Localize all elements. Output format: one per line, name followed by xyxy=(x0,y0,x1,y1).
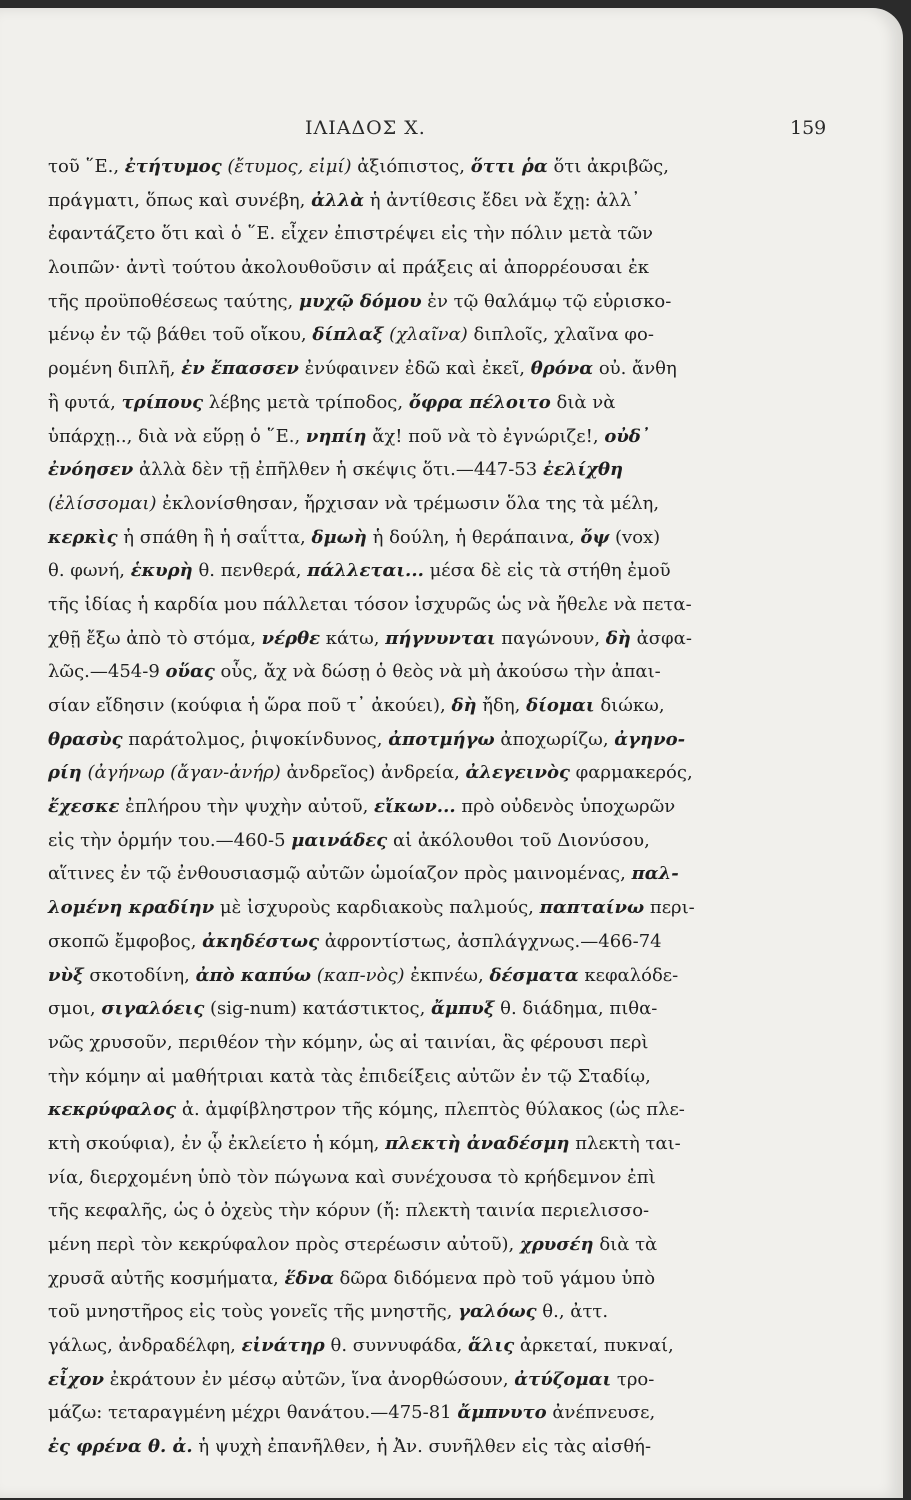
etymology-note: (ἐλίσσομαι) xyxy=(48,492,163,514)
text-line xyxy=(48,1093,688,1127)
text-line xyxy=(48,891,695,925)
gloss-text: ἀξιόπιστος, xyxy=(357,156,471,177)
text-line xyxy=(48,824,688,858)
lemma-term: λομένη κραδίην xyxy=(48,897,215,919)
gloss-text: φαρμακερός, xyxy=(569,762,693,784)
gloss-text: ἐκράτουν ἐν μέσῳ αὐτῶν, ἵνα ἀνορθώσουν, xyxy=(104,1368,515,1390)
gloss-text: παράτολμος, ῥιψοκίνδυνος, xyxy=(122,728,389,750)
gloss-text: κεφαλόδε- xyxy=(578,964,679,986)
gloss-text: ἐκπνέω, xyxy=(410,964,490,986)
text-line xyxy=(48,992,688,1026)
gloss-text: παγώνουν, xyxy=(495,627,606,649)
gloss-text: εἰς τὴν ὁρμήν του.— xyxy=(48,829,234,851)
etymology-note: (ἀγήνωρ (ἄγαν-ἀνήρ) xyxy=(81,762,287,784)
gloss-text: (vox) xyxy=(609,526,661,548)
gloss-text: περι- xyxy=(644,897,695,919)
text-line xyxy=(48,959,688,993)
lemma-term: ὅττι ῥα xyxy=(470,156,548,177)
gloss-text: τρο- xyxy=(611,1368,655,1390)
gloss-text: λέβης μετὰ τρίποδος, xyxy=(203,391,409,413)
gloss-text: ἀνέπνευσε, xyxy=(546,1402,656,1424)
gloss-text: χρυσᾶ αὐτῆς κοσμήματα, xyxy=(48,1267,285,1289)
text-line xyxy=(48,1026,688,1060)
gloss-text: ἀρκεταί, πυκναί, xyxy=(514,1335,674,1357)
gloss-text: ἀποχωρίζω, xyxy=(494,728,615,750)
page-number: 159 xyxy=(790,117,827,139)
gloss-text: σίαν εἴδησιν (κούφια ἡ ὥρα ποῦ τ᾽ ἀκούει), xyxy=(48,695,452,716)
page-header xyxy=(0,117,911,147)
lemma-term: εἰνάτηρ xyxy=(241,1335,325,1357)
lemma-term: εἴκων... xyxy=(374,796,456,818)
gloss-text: 475-81 xyxy=(388,1402,458,1424)
text-line xyxy=(48,622,692,656)
gloss-text: θ. φωνή, xyxy=(48,560,131,582)
lemma-term: ὄφρα πέλοιτο xyxy=(408,391,551,413)
text-line xyxy=(48,1396,688,1430)
gloss-text: αἵτινες ἐν τῷ ἐνθουσιασμῷ αὐτῶν ὡμοίαζον πρὸς μαινομένας, xyxy=(48,863,632,885)
text-line xyxy=(48,925,688,959)
text-line xyxy=(48,1363,688,1397)
lemma-term: ἄμπυξ xyxy=(431,998,495,1020)
lemma-term: μαινάδες xyxy=(291,829,388,851)
text-line xyxy=(48,1430,688,1464)
lemma-term: ἀποτμήγω xyxy=(388,728,495,750)
lemma-term: δμωὴ xyxy=(311,526,367,548)
gloss-text: θ. διάδημα, πιθα- xyxy=(494,998,658,1020)
text-line xyxy=(48,723,688,757)
gloss-text: διὰ τὰ xyxy=(593,1234,658,1255)
gloss-text: μέσα δὲ εἰς τὰ στήθη ἐμοῦ xyxy=(423,560,671,582)
gloss-text: σμοι, xyxy=(48,998,102,1020)
lemma-term: δὴ xyxy=(605,627,631,649)
gloss-text: ἀ. ἀμφίβληστρον τῆς κόμης, πλεπτὸς θύλακος (ὡς πλε- xyxy=(176,1099,685,1121)
lemma-term: ἀγηνο- xyxy=(614,728,686,750)
gloss-text: τοῦ ῞Ε., xyxy=(48,156,125,177)
text-line xyxy=(48,689,688,723)
gloss-text: οὐ. ἄνθη xyxy=(593,358,677,380)
lemma-term: πήγνυνται xyxy=(385,627,496,649)
gloss-text: ἀνδρεῖος) ἀνδρεία, xyxy=(286,762,466,784)
text-line xyxy=(48,150,688,184)
lemma-term: ἑκυρὴ xyxy=(130,560,193,582)
gloss-text: αἱ ἀκόλουθοι τοῦ Διονύσου, xyxy=(387,829,650,851)
gloss-text: ρομένη διπλῆ, xyxy=(48,358,182,380)
lemma-term: δέσματα xyxy=(489,964,579,986)
gloss-text: τὴν κόμην αἱ μαθήτριαι κατὰ τὰς ἐπιδείξεις αὐτῶν ἐν τῷ Σταδίῳ, xyxy=(48,1065,651,1087)
gloss-text: ἡ ἀντίθεσις ἔδει νὰ ἔχῃ: ἀλλ᾽ xyxy=(364,189,641,211)
gloss-text: διὰ νὰ xyxy=(550,391,616,413)
gloss-text: χθῇ ἔξω ἀπὸ τὸ στόμα, xyxy=(48,627,262,649)
lemma-term: ὄψ xyxy=(580,526,610,548)
gloss-text: ἤδη, xyxy=(476,695,527,716)
gloss-text: θ., ἀττ. xyxy=(536,1301,609,1323)
text-line xyxy=(48,1194,688,1228)
gloss-text: ἐφαντάζετο ὅτι καὶ ὁ ῞Ε. εἶχεν ἐπιστρέψει εἰς τὴν πόλιν μετὰ τῶν xyxy=(48,223,653,245)
text-line xyxy=(48,1060,688,1094)
gloss-text: νία, διερχομένη ὑπὸ τὸν πώγωνα καὶ συνέχουσα τὸ κρήδεμνον ἐπὶ xyxy=(48,1166,656,1188)
lemma-term: οὐδ᾽ xyxy=(604,425,650,447)
text-line xyxy=(48,521,688,555)
text-line xyxy=(48,1228,688,1262)
gloss-text: μένῳ ἐν τῷ βάθει τοῦ οἴκου, xyxy=(48,324,313,346)
lemma-term: δίπλαξ xyxy=(312,324,384,346)
gloss-text: ὅτι ἀκριβῶς, xyxy=(547,156,669,177)
gloss-text: ἐν τῷ θαλάμῳ τῷ εὑρισκο- xyxy=(421,290,672,312)
lemma-term: τρίπους xyxy=(121,391,204,413)
lemma-term: πάλλεται... xyxy=(307,560,424,582)
gloss-text: σκοπῶ ἔμφοβος, xyxy=(48,930,203,952)
gloss-text: ἐπλήρου τὴν ψυχὴν αὐτοῦ, xyxy=(119,796,375,818)
lemma-term: κεκρύφαλος xyxy=(48,1099,177,1121)
lemma-term: θρασὺς xyxy=(48,728,123,750)
lemma-term: ἄμπνυτο xyxy=(457,1402,547,1424)
text-line xyxy=(48,554,688,588)
text-line xyxy=(48,318,688,352)
text-line xyxy=(48,1127,688,1161)
gloss-text: διπλοῖς, χλαῖνα φο- xyxy=(473,324,654,346)
gloss-text: δῶρα διδόμενα πρὸ τοῦ γάμου ὑπὸ xyxy=(333,1267,656,1289)
lemma-term: ἀκηδέστως xyxy=(202,930,320,952)
lemma-term: κερκὶς xyxy=(48,526,118,548)
text-line xyxy=(48,756,693,790)
gloss-text: ἄχ! ποῦ νὰ τὸ ἐγνώριζε!, xyxy=(366,425,605,447)
lemma-term: γαλόως xyxy=(458,1301,537,1323)
gloss-text: πράγματι, ὅπως καὶ συνέβη, xyxy=(48,189,312,211)
text-line xyxy=(48,285,688,319)
gloss-text: ὑπάρχῃ.., διὰ νὰ εὕρῃ ὁ ῞Ε., xyxy=(48,425,306,447)
lemma-term: ρίη xyxy=(48,762,82,784)
lemma-term: ἀλλὰ xyxy=(311,189,365,211)
gloss-text: 460-5 xyxy=(233,829,292,851)
etymology-note: (χλαῖνα) xyxy=(383,324,474,346)
text-line xyxy=(48,1295,688,1329)
gloss-text: τοῦ μνηστῆρος εἰς τοὺς γονεῖς τῆς μνηστῆς, xyxy=(48,1301,459,1323)
gloss-text: θ. πενθερά, xyxy=(192,560,308,582)
lemma-term: ἀλεγεινὸς xyxy=(465,762,570,784)
gloss-text: πρὸ οὐδενὸς ὑποχωρῶν xyxy=(455,796,676,818)
lemma-term: ἐτήτυμος xyxy=(124,156,222,177)
text-line xyxy=(48,453,688,487)
gloss-text: νῶς χρυσοῦν, περιθέον τὴν κόμην, ὡς αἱ ταινίαι, ἃς φέρουσι περὶ xyxy=(48,1031,649,1053)
lemma-term: νέρθε xyxy=(261,627,321,649)
lemma-term: πλεκτὴ ἀναδέσμη xyxy=(385,1132,570,1154)
gloss-text: λῶς.— xyxy=(48,661,108,683)
text-line xyxy=(48,790,688,824)
gloss-text: θ. συννυφάδα, xyxy=(324,1335,469,1357)
lemma-term: ἅλις xyxy=(468,1335,515,1357)
lemma-term: οὕας xyxy=(165,661,215,683)
lemma-term: νηπίη xyxy=(305,425,367,447)
gloss-text: ἐκλονίσθησαν, ἤρχισαν νὰ τρέμωσιν ὅλα της τὰ μέλη, xyxy=(162,492,660,514)
lemma-term: σιγαλόεις xyxy=(101,998,205,1020)
text-line xyxy=(48,184,688,218)
gloss-text: πλεκτὴ ται- xyxy=(569,1132,681,1154)
gloss-text: ἡ δούλη, ἡ θεράπαινα, xyxy=(366,526,581,548)
lemma-term: δίομαι xyxy=(526,695,595,716)
text-line xyxy=(48,1161,688,1195)
gloss-text: γάλως, ἀνδραδέλφη, xyxy=(48,1335,242,1357)
lemma-term: ἀτύζομαι xyxy=(514,1368,612,1390)
gloss-text: ἀφροντίστως, ἀσπλάγχνως.— xyxy=(319,930,599,952)
gloss-text: τῆς ἰδίας ἡ καρδία μου πάλλεται τόσον ἰσχυρῶς ὡς νὰ ἤθελε νὰ πετα- xyxy=(48,593,692,615)
lemma-term: ἀπὸ καπύω xyxy=(195,964,312,986)
lemma-term: χρυσέη xyxy=(519,1234,594,1255)
lemma-term: θρόνα xyxy=(530,358,594,380)
text-line xyxy=(48,857,688,891)
gloss-text: ἐνύφαινεν ἐδῶ καὶ ἐκεῖ, xyxy=(298,358,531,380)
gloss-text: κάτω, xyxy=(320,627,386,649)
text-line xyxy=(48,251,688,285)
gloss-text: οὗς, ἄχ νὰ δώσῃ ὁ θεὸς νὰ μὴ ἀκούσω τὴν ἀπαι- xyxy=(214,661,661,683)
text-line xyxy=(48,386,688,420)
gloss-text: (sig-num) κατάστικτος, xyxy=(204,998,432,1020)
text-line xyxy=(48,217,688,251)
text-line xyxy=(48,655,688,689)
text-line xyxy=(48,420,688,454)
gloss-text: σκοτοδίνη, xyxy=(83,964,196,986)
lemma-term: εἶχον xyxy=(48,1368,104,1390)
gloss-text: μένη περὶ τὸν κεκρύφαλον πρὸς στερέωσιν αὐτοῦ), xyxy=(48,1234,520,1255)
running-title: ΙΛΙΑΔΟΣ Χ. xyxy=(305,117,426,139)
text-line xyxy=(48,1329,688,1363)
gloss-text: διώκω, xyxy=(594,695,665,716)
etymology-note: (καπ-νὸς) xyxy=(311,964,411,986)
gloss-text: λοιπῶν· ἀντὶ τούτου ἀκολουθοῦσιν αἱ πράξεις αἱ ἀπορρέουσαι ἐκ xyxy=(48,257,650,279)
gloss-text: κτὴ σκούφια), ἐν ᾧ ἐκλείετο ἡ κόμη, xyxy=(48,1132,386,1154)
gloss-text: 454-9 xyxy=(107,661,166,683)
lemma-term: ἕδνα xyxy=(284,1267,334,1289)
gloss-text: ἡ σπάθη ἢ ἡ σαΐττα, xyxy=(117,526,312,548)
lemma-term: ἐν ἔπασσεν xyxy=(181,358,299,380)
text-line xyxy=(48,487,688,521)
text-line xyxy=(48,352,688,386)
gloss-text: τῆς προϋποθέσεως ταύτης, xyxy=(48,290,299,312)
text-line xyxy=(48,588,692,622)
commentary-text xyxy=(48,150,695,1464)
lemma-term: ἐνόησεν xyxy=(48,459,134,481)
text-line xyxy=(48,1262,688,1296)
gloss-text: ἀσφα- xyxy=(630,627,692,649)
lemma-term: ἐελίχθη xyxy=(542,459,624,481)
etymology-note: (ἔτυμος, εἰμί) xyxy=(221,156,358,177)
gloss-text: τῆς κεφαλῆς, ὡς ὁ ὀχεὺς τὴν κόρυν (ἤ: πλεκτὴ ταινία περιελισσο- xyxy=(48,1200,650,1222)
gloss-text: μὲ ἰσχυροὺς καρδιακοὺς παλμούς, xyxy=(214,897,540,919)
lemma-term: ἔχεσκε xyxy=(48,796,120,818)
gloss-text: ἢ φυτά, xyxy=(48,391,122,413)
gloss-text: μάζω: τεταραγμένη μέχρι θανάτου.— xyxy=(48,1402,389,1424)
gloss-text: ἡ ψυχὴ ἐπανῆλθεν, ἡ Ἀν. συνῆλθεν εἰς τὰς αἰσθή- xyxy=(192,1436,652,1458)
gloss-text: ἀλλὰ δὲν τῇ ἐπῆλθεν ἡ σκέψις ὅτι.— xyxy=(133,459,474,481)
gloss-text: 447-53 xyxy=(473,459,543,481)
lemma-term: μυχῷ δόμου xyxy=(298,290,422,312)
lemma-term: δὴ xyxy=(451,695,477,716)
lemma-term: παλ- xyxy=(631,863,679,885)
gloss-text: 466-74 xyxy=(598,930,662,952)
lemma-term: ἐς φρένα θ. ἀ. xyxy=(48,1436,193,1458)
lemma-term: νὺξ xyxy=(48,964,84,986)
lemma-term: παπταίνω xyxy=(539,897,645,919)
